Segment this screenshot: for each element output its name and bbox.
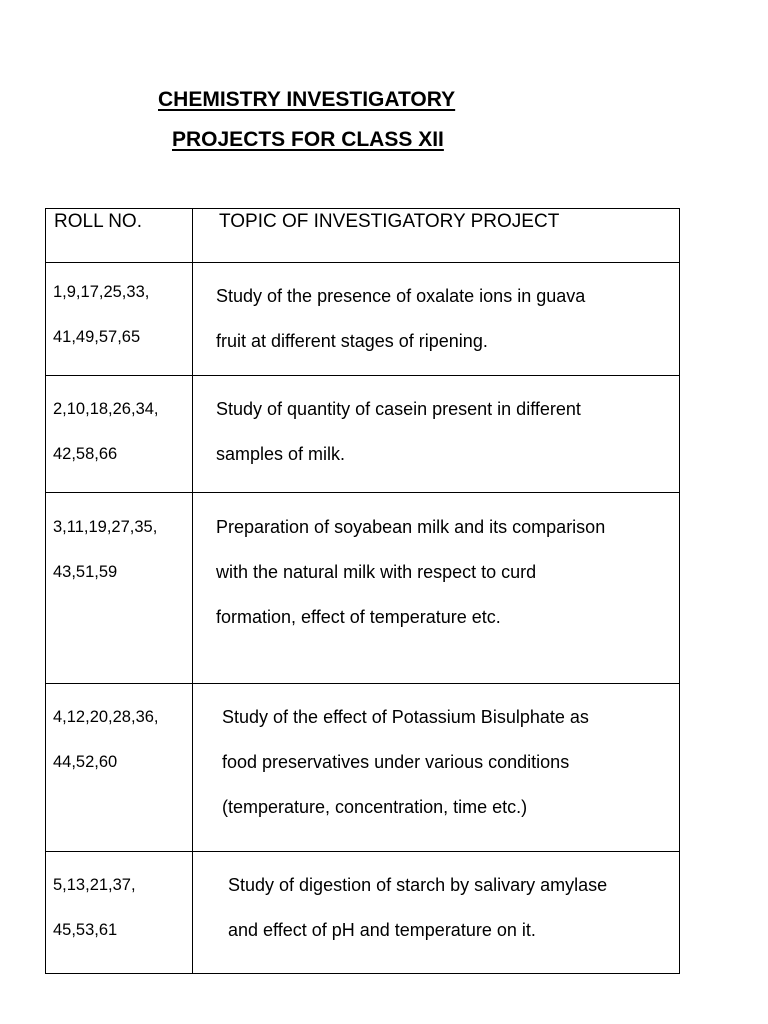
projects-table — [45, 208, 680, 974]
table-row — [46, 493, 680, 684]
project-topic-cell — [193, 263, 680, 376]
project-topic-line: Study of digestion of starch by salivary amylase — [228, 875, 608, 895]
project-topic-line: samples of milk. — [216, 444, 346, 464]
table-row — [46, 684, 680, 852]
roll-numbers-line: 4,12,20,28,36, — [53, 708, 159, 726]
table-row — [46, 852, 680, 974]
document-title-line-1: CHEMISTRY INVESTIGATORY — [158, 88, 456, 111]
table-row — [46, 376, 680, 493]
project-topic-line: formation, effect of temperature etc. — [216, 607, 501, 627]
project-topic-cell — [193, 852, 680, 974]
project-topic-line: with the natural milk with respect to curd — [216, 562, 537, 582]
roll-numbers-line: 5,13,21,37, — [53, 876, 136, 894]
roll-numbers-cell — [46, 263, 193, 376]
project-topic-line: (temperature, concentration, time etc.) — [222, 797, 528, 817]
project-topic-cell — [193, 376, 680, 493]
project-topic-line: and effect of pH and temperature on it. — [228, 920, 536, 940]
project-topic-line: Study of the effect of Potassium Bisulphate as — [222, 707, 589, 727]
roll-numbers-line: 1,9,17,25,33, — [53, 283, 150, 301]
table-row — [46, 263, 680, 376]
project-topic-cell — [193, 493, 680, 684]
project-topic-line: Study of quantity of casein present in different — [216, 399, 581, 419]
roll-numbers-cell — [46, 684, 193, 852]
roll-no-header: ROLL NO. — [46, 209, 193, 263]
project-topic-line: fruit at different stages of ripening. — [216, 331, 488, 351]
roll-numbers-line: 2,10,18,26,34, — [53, 400, 159, 418]
roll-numbers-line: 3,11,19,27,35, — [53, 518, 158, 536]
document-title-line-2: PROJECTS FOR CLASS XII — [172, 128, 444, 151]
topic-header: TOPIC OF INVESTIGATORY PROJECT — [193, 209, 680, 263]
project-topic-line: Study of the presence of oxalate ions in guava — [216, 286, 586, 306]
roll-numbers-line: 41,49,57,65 — [53, 328, 141, 346]
project-topic-line: Preparation of soyabean milk and its comparison — [216, 517, 606, 537]
table-header-row — [46, 209, 680, 263]
roll-numbers-line: 43,51,59 — [53, 563, 118, 581]
roll-numbers-cell — [46, 852, 193, 974]
roll-numbers-cell — [46, 493, 193, 684]
roll-numbers-line: 45,53,61 — [53, 921, 118, 939]
roll-numbers-line: 42,58,66 — [53, 445, 118, 463]
project-topic-cell — [193, 684, 680, 852]
roll-numbers-line: 44,52,60 — [53, 753, 118, 771]
project-topic-line: food preservatives under various conditions — [222, 752, 570, 772]
roll-numbers-cell — [46, 376, 193, 493]
